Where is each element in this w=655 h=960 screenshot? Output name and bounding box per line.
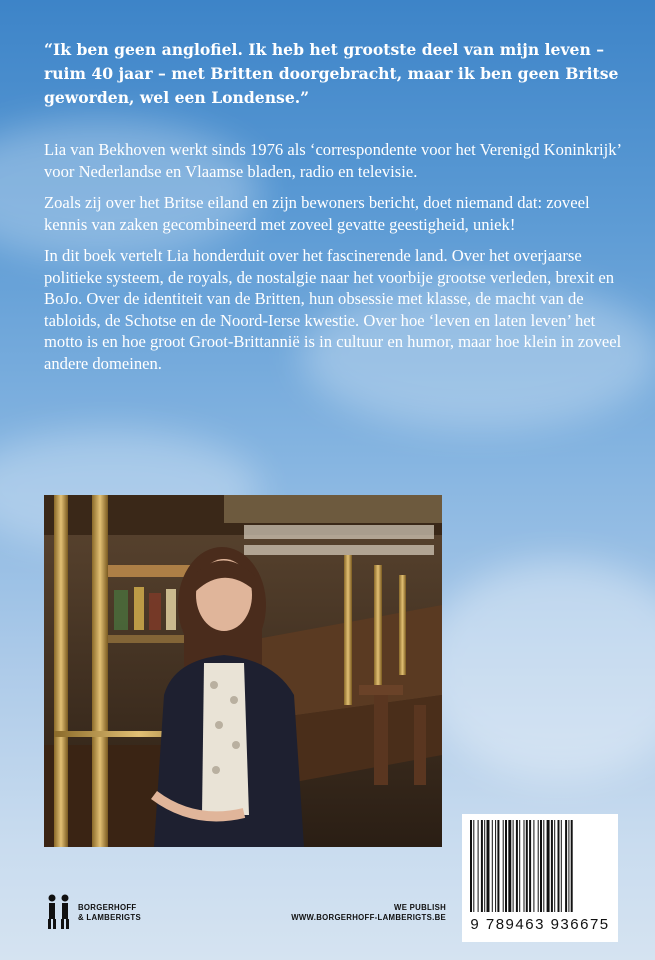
barcode-bars [462, 814, 618, 914]
tagline-text: WE PUBLISH [394, 903, 446, 912]
blurb-paragraph-2: Zoals zij over het Britse eiland en zijn bewoners bericht, doet niemand dat: zoveel kennis van zaken gecombineerd met zoveel gevatte geestigheid, uniek! [44, 193, 590, 234]
blurb [44, 139, 624, 384]
publisher-name-line2: & LAMBERIGTS [78, 913, 141, 922]
blurb-paragraph-1: Lia van Bekhoven werkt sinds 1976 als ‘correspondente voor het Verenigd Koninkrijk’ voor Nederlandse en Vlaamse bladen, radio en televisie. [44, 140, 621, 181]
publisher-name [78, 903, 141, 923]
blurb-paragraph-3: In dit boek vertelt Lia honderduit over het fascinerende land. Over het overjaarse politieke systeem, de royals, de nostalgie naar het voorbije grootse verleden, brexit en BoJo. Over de identiteit van de Britten, hun obsessie met klasse, de macht van de tabloids, de Schotse en de Noord-Ierse kwestie. Over hoe ‘leven en laten leven’ het motto is en hoe groot Groot-Brittannië is in cultuur en humor, maar hoe klein in zoveel andere domeinen. [44, 246, 622, 373]
publisher-name-line1: BORGERHOFF [78, 903, 137, 912]
publisher-tagline [291, 903, 446, 923]
author-photo [44, 495, 442, 847]
publisher-website: WWW.BORGERHOFF-LAMBERIGTS.BE [291, 913, 446, 922]
publisher-logo-icon [44, 893, 74, 933]
isbn-digits: 9 789463 936675 [470, 916, 610, 933]
isbn-barcode [462, 814, 618, 942]
back-cover-quote: “Ik ben geen anglofiel. Ik heb het grootste deel van mijn leven – ruim 40 jaar – met Britten doorgebracht, maar ik ben geen Britse geworden, wel een Londense.” [44, 40, 619, 107]
